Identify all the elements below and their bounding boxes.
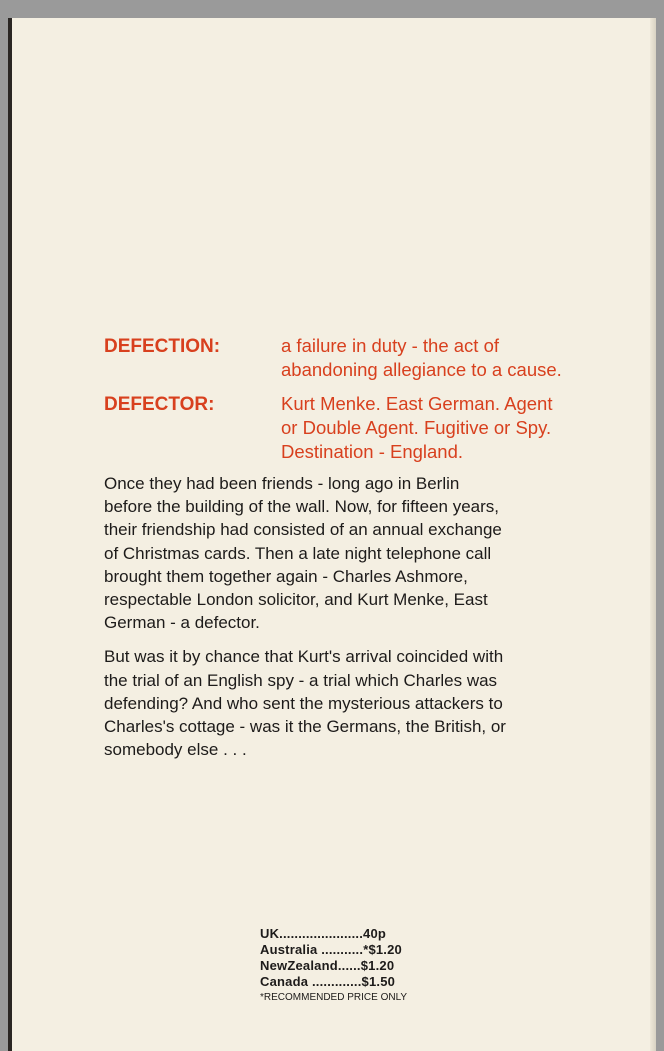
- price-value: *$1.20: [363, 942, 402, 957]
- definition-text: [281, 392, 552, 464]
- definitions: [104, 334, 624, 474]
- blurb: [104, 472, 604, 772]
- price-row-canada: [260, 974, 460, 990]
- price-label: Canada .............: [260, 974, 362, 989]
- blurb-paragraph-1: [104, 472, 604, 634]
- blurb-line: the trial of an English spy - a trial which Charles was: [104, 670, 498, 690]
- blurb-line: respectable London solicitor, and Kurt Menke, East: [104, 590, 488, 610]
- blurb-line: of Christmas cards. Then a late night telephone call: [104, 543, 492, 563]
- price-note: *RECOMMENDED PRICE ONLY: [260, 992, 408, 1003]
- blurb-paragraph-2: [104, 645, 604, 761]
- price-row-new-zealand: [260, 958, 460, 974]
- book-back-cover: [8, 18, 656, 1051]
- blurb-line: Once they had been friends - long ago in Berlin: [104, 474, 460, 493]
- price-value: 40p: [363, 926, 387, 941]
- price-label: Australia ...........: [260, 942, 364, 957]
- definition-defection: [104, 334, 624, 382]
- definition-defector: [104, 392, 624, 464]
- price-value: $1.20: [360, 958, 395, 973]
- price-label: NewZealand......: [260, 958, 361, 973]
- definition-term: DEFECTION:: [104, 336, 221, 357]
- definition-term: DEFECTOR:: [104, 394, 215, 415]
- price-label: UK......................: [260, 926, 364, 941]
- price-row-uk: [260, 926, 460, 942]
- definition-line: or Double Agent. Fugitive or Spy.: [281, 417, 552, 438]
- definition-line: Destination - England.: [281, 441, 464, 462]
- blurb-line: their friendship had consisted of an annual exchange: [104, 520, 502, 540]
- definition-line: a failure in duty - the act of: [281, 335, 500, 356]
- price-row-australia: [260, 942, 460, 958]
- blurb-line: somebody else . . .: [104, 740, 247, 760]
- blurb-line: defending? And who sent the mysterious attackers to: [104, 693, 503, 713]
- blurb-line: But was it by chance that Kurt's arrival coincided with: [104, 647, 504, 667]
- price-list: [260, 926, 460, 1005]
- price-value: $1.50: [361, 974, 396, 989]
- definition-line: abandoning allegiance to a cause.: [281, 359, 562, 380]
- blurb-line: Charles's cottage - was it the Germans, the British, or: [104, 717, 506, 737]
- definition-line: Kurt Menke. East German. Agent: [281, 393, 553, 414]
- blurb-line: brought them together again - Charles Ashmore,: [104, 566, 468, 586]
- blurb-line: before the building of the wall. Now, for fifteen years,: [104, 497, 500, 517]
- definition-text: [281, 334, 562, 382]
- blurb-line: German - a defector.: [104, 613, 260, 633]
